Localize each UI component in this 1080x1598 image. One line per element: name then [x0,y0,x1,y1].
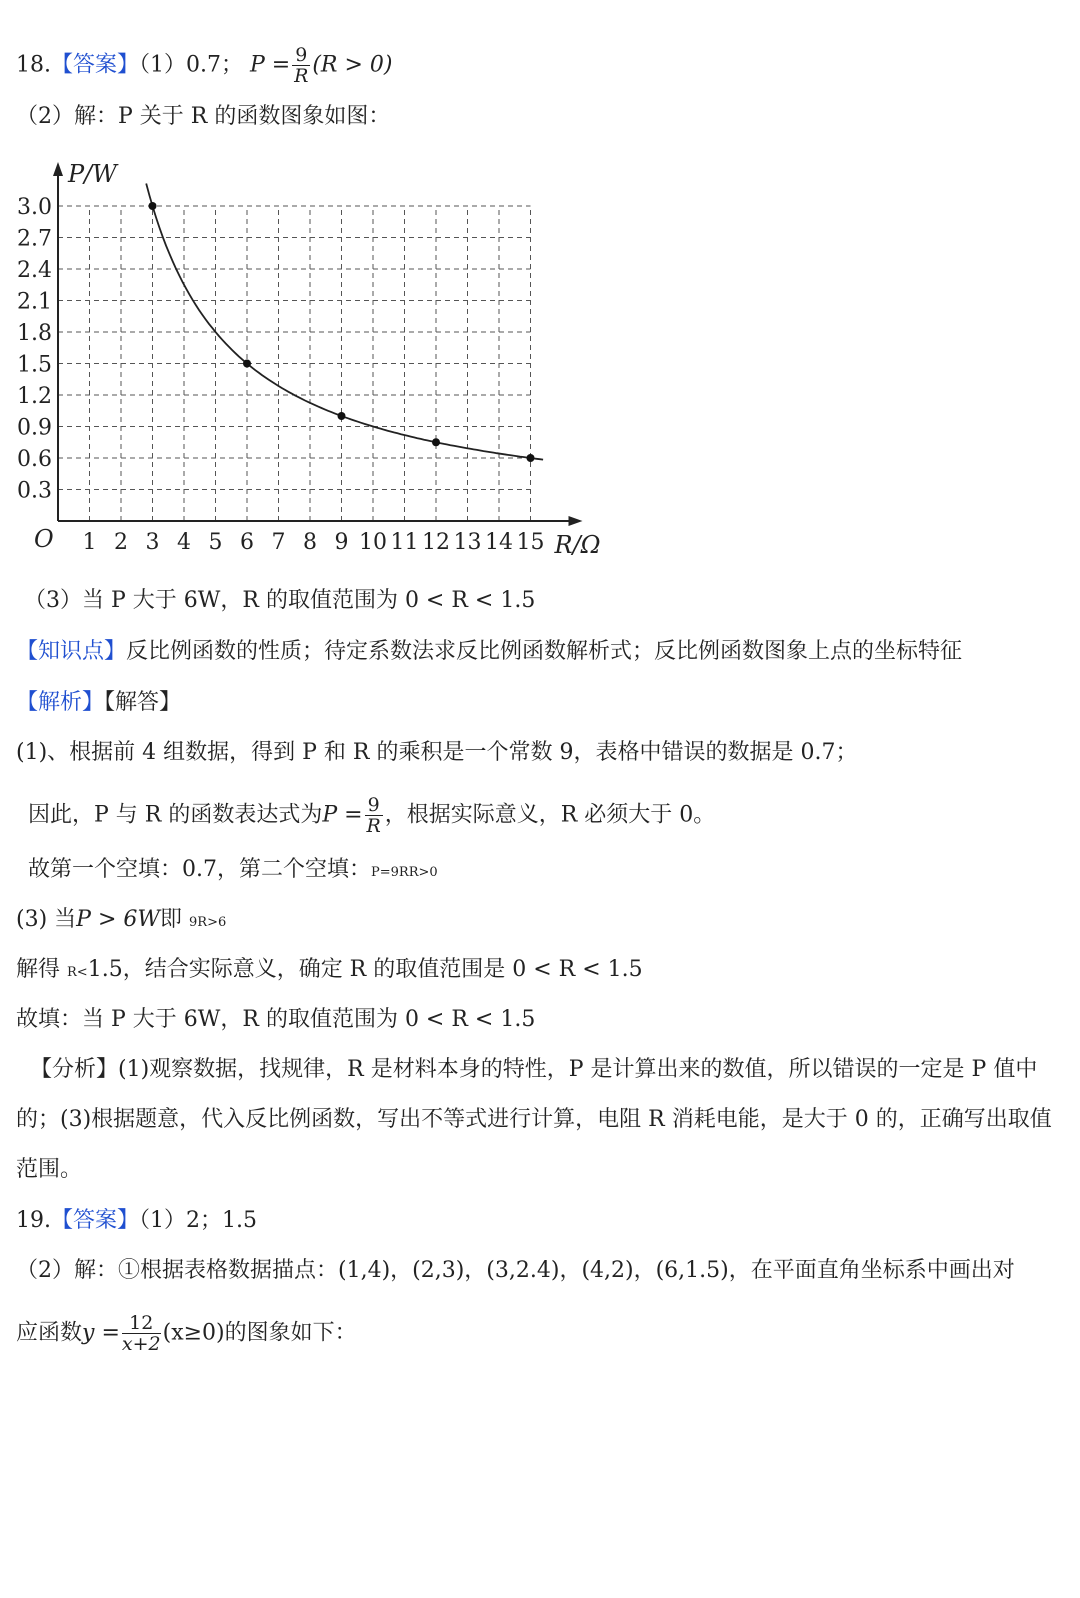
y-tick-label: 0.3 [17,478,52,504]
q18-part2: （2）解：P 关于 R 的函数图象如图： [16,104,391,129]
fenxi-paragraph [16,1045,1056,1195]
q18-formula-tail: (R > 0) [312,52,393,78]
q18-number: 18. [16,52,51,78]
y-axis-arrow [53,162,63,176]
q19-lhs: y = [82,1320,120,1346]
q19-num: 12 [122,1313,161,1334]
x-tick-label: 13 [453,530,482,555]
x-tick-label: 6 [240,530,254,555]
x-tick-label: 7 [271,530,286,555]
q19-number: 19. [16,1208,51,1233]
x-axis-label: R/Ω [554,531,601,559]
data-point [527,454,535,462]
x-tick-label: 1 [82,530,97,555]
knowledge-text: 反比例函数的性质；待定系数法求反比例函数解析式；反比例函数图象上点的坐标特征 [126,639,963,664]
q18-part1-prefix: （1）0.7； [139,52,244,78]
sol-line2-num: 9 [365,795,383,816]
knowledge-tag: 【知识点】 [16,639,127,664]
q19-answer-line [16,1206,257,1236]
data-point [432,438,440,446]
q19-fraction [122,1313,161,1354]
fenxi-tag: 【分析】 [30,1057,119,1082]
sol-line2-prefix: 因此，P 与 R 的函数表达式为 [28,802,323,828]
q18-frac-num: 9 [292,45,310,66]
chart-grid [58,206,531,521]
x-tick-label: 4 [177,530,191,555]
x-tick-label: 2 [114,530,128,555]
q19-part2-line2 [16,1313,357,1354]
sol-line4-mid: 即 [160,907,183,932]
x-tick-label: 8 [303,530,317,555]
q18-answer-tag: 【答案】 [51,52,140,78]
sol-line3 [28,855,438,888]
y-tick-label: 2.4 [17,258,52,283]
sol-line2-lhs: P = [322,802,363,828]
q19-tail: (x≥0)的图象如下： [162,1320,357,1346]
y-tick-label: 1.2 [17,384,52,409]
x-tick-label: 12 [422,530,450,555]
sol-line4 [16,905,226,938]
chart-ticks [17,195,545,555]
sol-line6: 故填：当 P 大于 6W，R 的取值范围为 0 < R < 1.5 [16,1007,536,1032]
x-tick-label: 3 [145,530,160,555]
sol-line4-math: P > 6W [76,907,161,932]
x-tick-label: 5 [208,530,223,555]
q18-frac-den: R [294,65,309,87]
q18-fraction [292,45,310,86]
sol-line1: (1)、根据前 4 组数据，得到 P 和 R 的乘积是一个常数 9，表格中错误的数据是 0.7； [16,740,858,765]
q18-knowledge-line [16,637,962,667]
q19-part2: （2）解：①根据表格数据描点：(1,4)，(2,3)，(3,2.4)，(4,2)，(6,1.5)，在平面直角坐标系中画出对 [16,1258,1015,1283]
sol-line2-suffix: ，根据实际意义，R 必须大于 0。 [384,802,716,828]
analysis-tag: 【解析】 [16,690,105,715]
x-tick-label: 10 [359,530,387,555]
q18-part3: （3）当 P 大于 6W，R 的取值范围为 0 < R < 1.5 [24,588,536,613]
q18-formula-lhs: P = [250,52,291,78]
sol-line4-prefix: (3) 当 [16,907,77,932]
x-tick-label: 9 [334,530,349,555]
fenxi-text: (1)观察数据，找规律，R 是材料本身的特性，P 是计算出来的数值，所以错误的一定是 P 值中的；(3)根据题意，代入反比例函数，写出不等式进行计算，电阻 R 消耗电能，是大于 0 的，正确写出取值范围。 [16,1057,1052,1182]
data-point [243,360,251,368]
q19-answer-tag: 【答案】 [51,1208,140,1233]
q19-part1: （1）2；1.5 [139,1208,257,1233]
y-tick-label: 0.6 [17,447,52,472]
y-tick-label: 2.7 [17,226,52,252]
sol-line2-fraction [365,795,383,836]
x-tick-label: 11 [390,530,419,555]
chart-axes [53,162,583,526]
y-tick-label: 1.8 [17,321,52,346]
sol-line4-tiny: 9R>6 [189,915,227,930]
y-tick-label: 3.0 [17,195,52,220]
y-tick-label: 1.5 [17,352,52,378]
data-point [338,412,346,420]
origin-label: O [34,525,54,553]
sol-line5-prefix: 解得 [16,957,61,982]
q19-line2-prefix: 应函数 [16,1320,83,1346]
x-tick-label: 15 [516,530,545,555]
q18-analysis-line [16,688,181,718]
sol-line3-prefix: 故第一个空填：0.7，第二个空填： [28,857,371,882]
sol-line2 [28,795,715,836]
x-tick-label: 14 [485,530,513,555]
x-axis-arrow [569,516,583,526]
y-tick-label: 0.9 [17,415,52,441]
sol-line5-tiny: R< [67,965,88,980]
solution-tag: 【解答】 [104,690,182,715]
sol-line5 [16,955,643,988]
data-point [149,202,157,210]
y-axis-label: P/W [68,160,117,188]
q18-answer-line [16,45,393,86]
y-tick-label: 2.1 [17,289,52,315]
sol-line3-tiny: P=9RR>0 [371,865,438,880]
q19-den: x+2 [121,1333,161,1355]
sol-line2-den: R [366,815,381,837]
sol-line5-rest: 1.5，结合实际意义，确定 R 的取值范围是 0 < R < 1.5 [87,957,643,982]
p-r-chart [0,150,620,570]
